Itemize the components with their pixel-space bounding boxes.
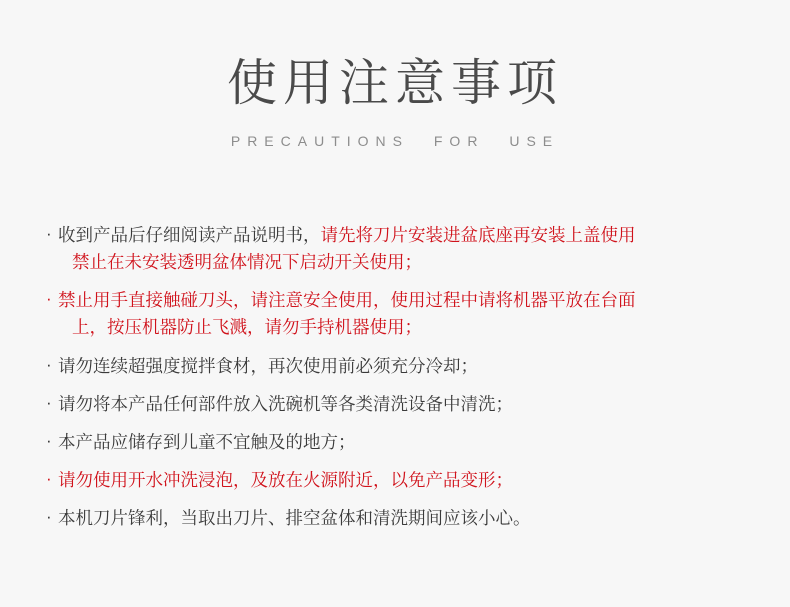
list-item [46, 467, 750, 494]
list-item [46, 391, 750, 418]
list-item-line2: 上，按压机器防止飞溅，请勿手持机器使用； [72, 317, 422, 338]
bullet-icon: · [46, 354, 52, 374]
bullet-icon: · [46, 392, 52, 412]
bullet-icon: · [46, 468, 52, 488]
list-item-text [58, 222, 750, 276]
page-header [0, 0, 790, 149]
list-item-text: 请勿将本产品任何部件放入洗碗机等各类清洗设备中清洗； [58, 393, 513, 414]
subtitle-word-use: USE [509, 132, 560, 149]
list-item-text: 本产品应储存到儿童不宜触及的地方； [58, 431, 356, 452]
bullet-icon: · [46, 289, 52, 309]
precautions-list [46, 222, 750, 543]
list-item [46, 222, 750, 276]
subtitle-word-precautions: PRECAUTIONS [230, 132, 409, 149]
list-item-segment-red: 请先将刀片安装进盆底座再安装上盖使用 [320, 225, 636, 245]
bullet-icon: · [46, 430, 52, 450]
list-item-line2: 禁止在未安装透明盆体情况下启动开关使用； [72, 252, 422, 273]
page-title: 使用注意事项 [227, 55, 563, 111]
list-item-text: 请勿使用开水冲洗浸泡，及放在火源附近，以免产品变形； [58, 469, 513, 490]
list-item [46, 429, 750, 456]
list-item [46, 287, 750, 341]
list-item-line1: 禁止用手直接触碰刀头，请注意安全使用，使用过程中请将机器平放在台面 [58, 290, 636, 311]
list-item [46, 353, 750, 380]
bullet-icon: · [46, 507, 52, 526]
list-item-text: 本机刀片锋利，当取出刀片、排空盆体和清洗期间应该小心。 [58, 508, 531, 528]
page-subtitle [0, 133, 790, 149]
list-item-text: 请勿连续超强度搅拌食材，再次使用前必须充分冷却； [58, 355, 478, 376]
list-item-text [58, 287, 750, 341]
list-item-segment-dark: 收到产品后仔细阅读产品说明书， [58, 225, 321, 245]
list-item [46, 505, 750, 532]
bullet-icon: · [46, 224, 52, 243]
subtitle-word-for: FOR [433, 132, 485, 149]
